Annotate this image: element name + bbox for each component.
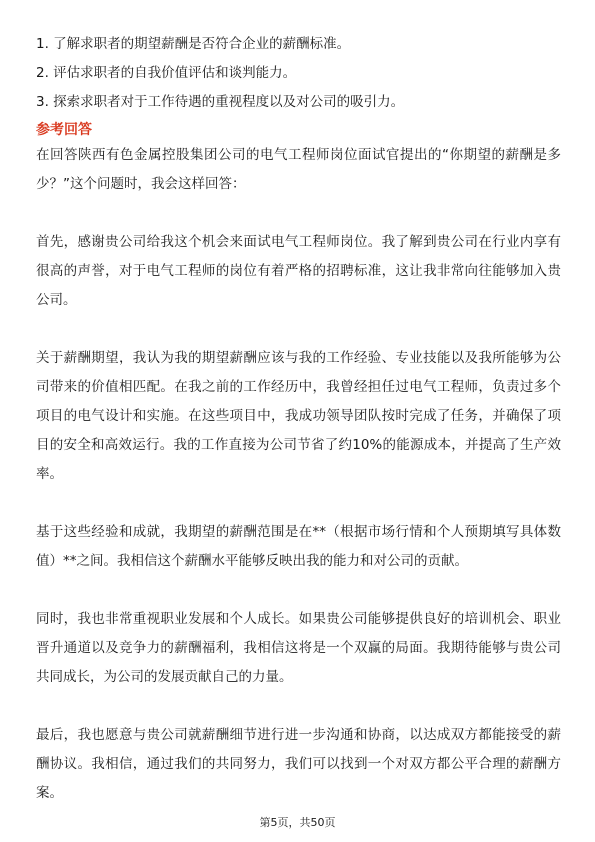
answer-heading: 参考回答: [36, 122, 92, 138]
page-number: 第5页，共50页: [259, 816, 336, 829]
paragraph-range: 基于这些经验和成就，我期望的薪酬范围是在**（根据市场行情和个人预期填写具体数值）**之间。我相信这个薪酬水平能够反映出我的能力和对公司的贡献。: [36, 524, 561, 569]
intent-list: [36, 30, 561, 117]
list-item: 1. 了解求职者的期望薪酬是否符合企业的薪酬标准。: [36, 36, 351, 52]
list-item: 3. 探索求职者对于工作待遇的重视程度以及对公司的吸引力。: [36, 94, 405, 110]
document-page: [36, 30, 561, 808]
paragraph-growth: 同时，我也非常重视职业发展和个人成长。如果贵公司能够提供良好的培训机会、职业晋升通道以及竞争力的薪酬福利，我相信这将是一个双赢的局面。我期待能够与贵公司共同成长，为公司的发展贡献自己的力量。: [36, 611, 561, 685]
list-item: 2. 评估求职者的自我价值评估和谈判能力。: [36, 65, 297, 81]
paragraph-expectation: 关于薪酬期望，我认为我的期望薪酬应该与我的工作经验、专业技能以及我所能够为公司带来的价值相匹配。在我之前的工作经历中，我曾经担任过电气工程师，负责过多个项目的电气设计和实施。在这些项目中，我成功领导团队按时完成了任务，并确保了项目的安全和高效运行。我的工作直接为公司节省了约10%的能源成本，并提高了生产效率。: [36, 350, 561, 482]
paragraph-intro: 在回答陕西有色金属控股集团公司的电气工程师岗位面试官提出的“你期望的薪酬是多少？”这个问题时，我会这样回答：: [36, 147, 561, 192]
paragraph-closing: 最后，我也愿意与贵公司就薪酬细节进行进一步沟通和协商，以达成双方都能接受的薪酬协议。我相信，通过我们的共同努力，我们可以找到一个对双方都公平合理的薪酬方案。: [36, 727, 561, 801]
paragraph-thanks: 首先，感谢贵公司给我这个机会来面试电气工程师岗位。我了解到贵公司在行业内享有很高的声誉，对于电气工程师的岗位有着严格的招聘标准，这让我非常向往能够加入贵公司。: [36, 234, 561, 308]
